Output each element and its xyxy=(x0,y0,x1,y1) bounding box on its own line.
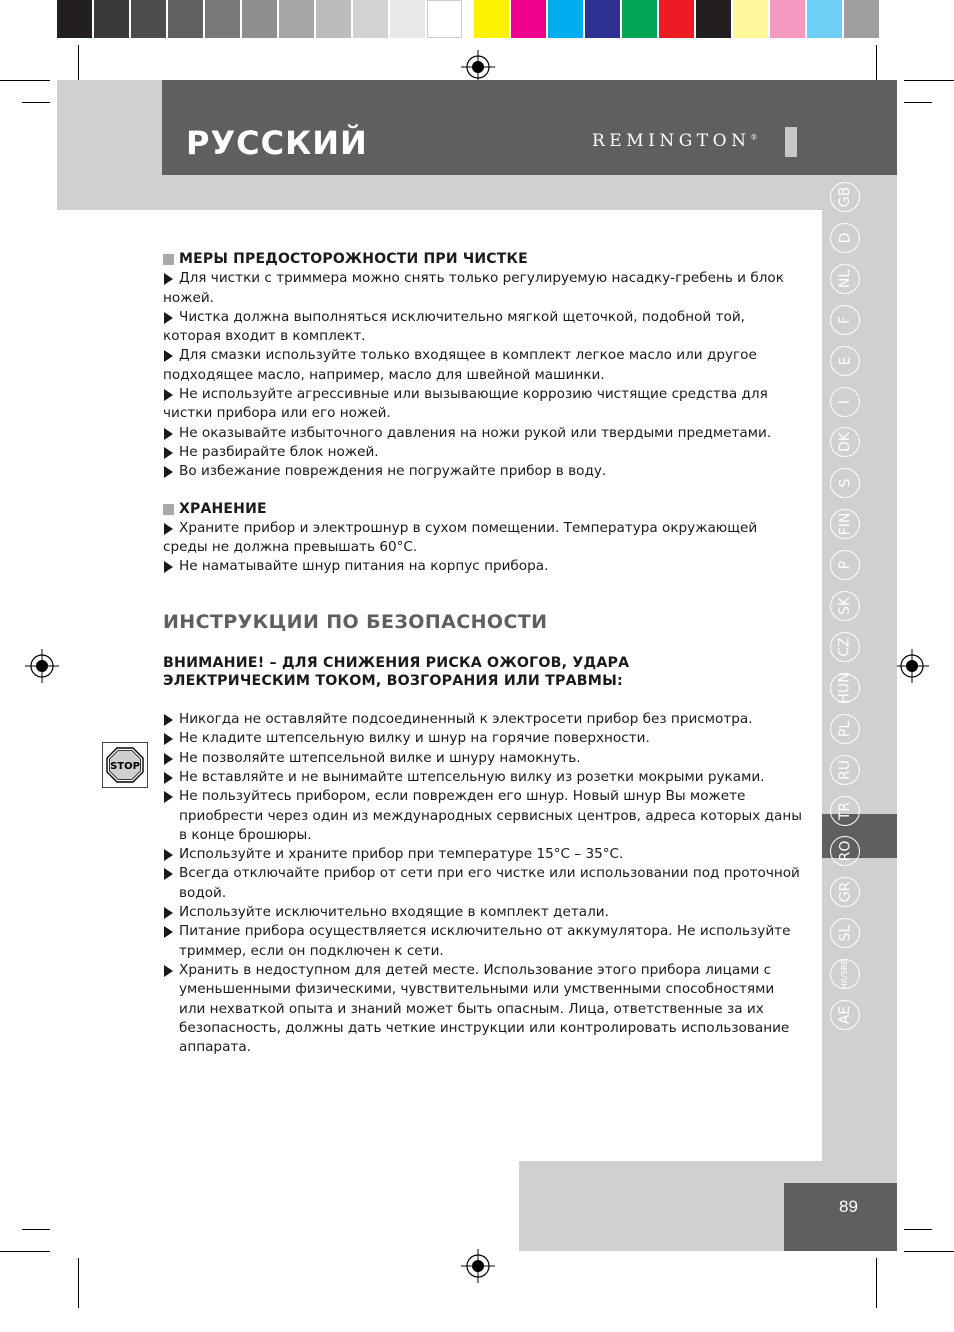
section-heading-safety: ИНСТРУКЦИИ ПО БЕЗОПАСНОСТИ xyxy=(163,610,548,633)
color-swatch xyxy=(659,0,694,38)
color-swatch xyxy=(57,0,92,38)
registration-mark-icon xyxy=(461,1249,495,1283)
language-hun[interactable]: HUN xyxy=(830,673,860,703)
language-gr[interactable]: GR xyxy=(830,877,860,907)
language-sk[interactable]: SK xyxy=(830,591,860,621)
language-cz[interactable]: CZ xyxy=(830,632,860,662)
language-tr[interactable]: TR xyxy=(830,796,860,826)
language-pl[interactable]: PL xyxy=(830,714,860,744)
list-item: Чистка должна выполняться исключительно мягкой щеточкой, подобной той, которая входит в комплект. xyxy=(163,308,803,347)
color-swatch xyxy=(511,0,546,38)
language-e[interactable]: E xyxy=(830,346,860,376)
language-ro[interactable]: RO xyxy=(830,836,860,866)
color-swatch xyxy=(242,0,277,38)
language-gb[interactable]: GB xyxy=(830,182,860,212)
language-s[interactable]: S xyxy=(830,468,860,498)
list-item: Не разбирайте блок ножей. xyxy=(163,443,803,462)
section-heading-storage: ХРАНЕНИЕ xyxy=(163,500,803,519)
stop-sign-icon xyxy=(102,742,148,788)
language-d[interactable]: D xyxy=(830,223,860,253)
color-swatch xyxy=(427,0,462,38)
color-swatch xyxy=(279,0,314,38)
crop-mark xyxy=(0,80,50,81)
color-swatch xyxy=(548,0,583,38)
brand-logo: REMINGTON® xyxy=(592,131,758,151)
safety-list xyxy=(163,710,803,1057)
crop-mark xyxy=(904,1229,932,1230)
list-item: Не наматывайте шнур питания на корпус прибора. xyxy=(163,557,803,576)
list-item: Не пользуйтесь прибором, если поврежден его шнур. Новый шнур Вы можете приобрести через один из международных сервисных центров, адреса которых даны в конце брошюры. xyxy=(163,787,803,845)
list-item: Не вставляйте и не вынимайте штепсельную вилку из розетки мокрыми руками. xyxy=(163,768,803,787)
language-fin[interactable]: FIN xyxy=(830,509,860,539)
list-item: Питание прибора осуществляется исключительно от аккумулятора. Не используйте триммер, если он подключен к сети. xyxy=(163,922,803,961)
color-swatch xyxy=(390,0,425,38)
language-i[interactable]: I xyxy=(830,387,860,417)
color-swatch xyxy=(770,0,805,38)
language-nl[interactable]: NL xyxy=(830,264,860,294)
main-content xyxy=(163,250,803,1057)
page-number: 89 xyxy=(839,1197,858,1216)
language-sl[interactable]: SL xyxy=(830,918,860,948)
crop-mark xyxy=(876,1258,877,1308)
color-swatch xyxy=(205,0,240,38)
color-swatch xyxy=(696,0,731,38)
brand-bar xyxy=(785,127,797,157)
color-swatch xyxy=(733,0,768,38)
crop-mark xyxy=(876,45,877,85)
registration-mark-icon xyxy=(895,649,929,683)
list-item: Используйте исключительно входящие в комплект детали. xyxy=(163,903,803,922)
list-item: Не кладите штепсельную вилку и шнур на горячие поверхности. xyxy=(163,729,803,748)
color-swatch xyxy=(94,0,129,38)
square-bullet-icon xyxy=(163,504,174,515)
crop-mark xyxy=(904,1251,954,1252)
language-dk[interactable]: DK xyxy=(830,427,860,457)
cleaning-list xyxy=(163,269,803,481)
crop-mark xyxy=(0,1251,50,1252)
list-item: Для смазки используйте только входящее в комплект легкое масло или другое подходящее масло, например, масло для швейной машинки. xyxy=(163,346,803,385)
color-swatch xyxy=(844,0,879,38)
list-item: Не используйте агрессивные или вызывающие коррозию чистящие средства для чистки прибора или его ножей. xyxy=(163,385,803,424)
list-item: Не оказывайте избыточного давления на ножи рукой или твердыми предметами. xyxy=(163,424,803,443)
list-item: Храните прибор и электрошнур в сухом помещении. Температура окружающей среды не должна превышать 60°C. xyxy=(163,519,803,558)
list-item: Используйте и храните прибор при температуре 15°C – 35°C. xyxy=(163,845,803,864)
crop-mark xyxy=(78,45,79,85)
crop-mark xyxy=(22,1229,50,1230)
color-swatch xyxy=(807,0,842,38)
list-item: Никогда не оставляйте подсоединенный к электросети прибор без присмотра. xyxy=(163,710,803,729)
language-p[interactable]: P xyxy=(830,550,860,580)
page-title: РУССКИЙ xyxy=(186,124,368,162)
list-item: Всегда отключайте прибор от сети при его чистке или использовании под проточной водой. xyxy=(163,864,803,903)
square-bullet-icon xyxy=(163,254,174,265)
list-item: Во избежание повреждения не погружайте прибор в воду. xyxy=(163,462,803,481)
color-swatch xyxy=(474,0,509,38)
crop-mark xyxy=(78,1258,79,1308)
crop-mark xyxy=(904,80,954,81)
color-swatch xyxy=(168,0,203,38)
list-item: Для чистки с триммера можно снять только регулируемую насадку-гребень и блок ножей. xyxy=(163,269,803,308)
color-swatch xyxy=(585,0,620,38)
color-swatch xyxy=(131,0,166,38)
section-heading-cleaning: МЕРЫ ПРЕДОСТОРОЖНОСТИ ПРИ ЧИСТКЕ xyxy=(163,250,803,269)
storage-list xyxy=(163,519,803,577)
list-item: Хранить в недоступном для детей месте. Использование этого прибора лицами с уменьшенными физическими, чувствительными или умственными способностями или нехваткой опыта и знаний может быть опасным. Лица, ответственные за их безопасность, должны дать четкие инструкции или контролировать использование аппарата. xyxy=(163,961,803,1057)
list-item: Не позволяйте штепсельной вилке и шнуру намокнуть. xyxy=(163,749,803,768)
color-swatch xyxy=(316,0,351,38)
registration-mark-icon xyxy=(25,649,59,683)
color-swatch xyxy=(353,0,388,38)
page-header xyxy=(162,80,897,175)
color-swatch xyxy=(622,0,657,38)
page-number-box xyxy=(784,1183,897,1251)
color-calibration-bar xyxy=(57,0,881,38)
crop-mark xyxy=(904,102,932,103)
registration-mark-icon xyxy=(461,50,495,84)
crop-mark xyxy=(22,102,50,103)
language-f[interactable]: F xyxy=(830,305,860,335)
language-ae[interactable]: AE xyxy=(830,1000,860,1030)
svg-text:STOP: STOP xyxy=(110,761,140,772)
language-ru[interactable]: RU xyxy=(830,755,860,785)
language-hr-srb[interactable]: HR/SRB xyxy=(830,959,860,989)
warning-heading: ВНИМАНИЕ! – ДЛЯ СНИЖЕНИЯ РИСКА ОЖОГОВ, УДАРА ЭЛЕКТРИЧЕСКИМ ТОКОМ, ВОЗГОРАНИЯ ИЛИ ТРАВМЫ: xyxy=(163,655,630,690)
